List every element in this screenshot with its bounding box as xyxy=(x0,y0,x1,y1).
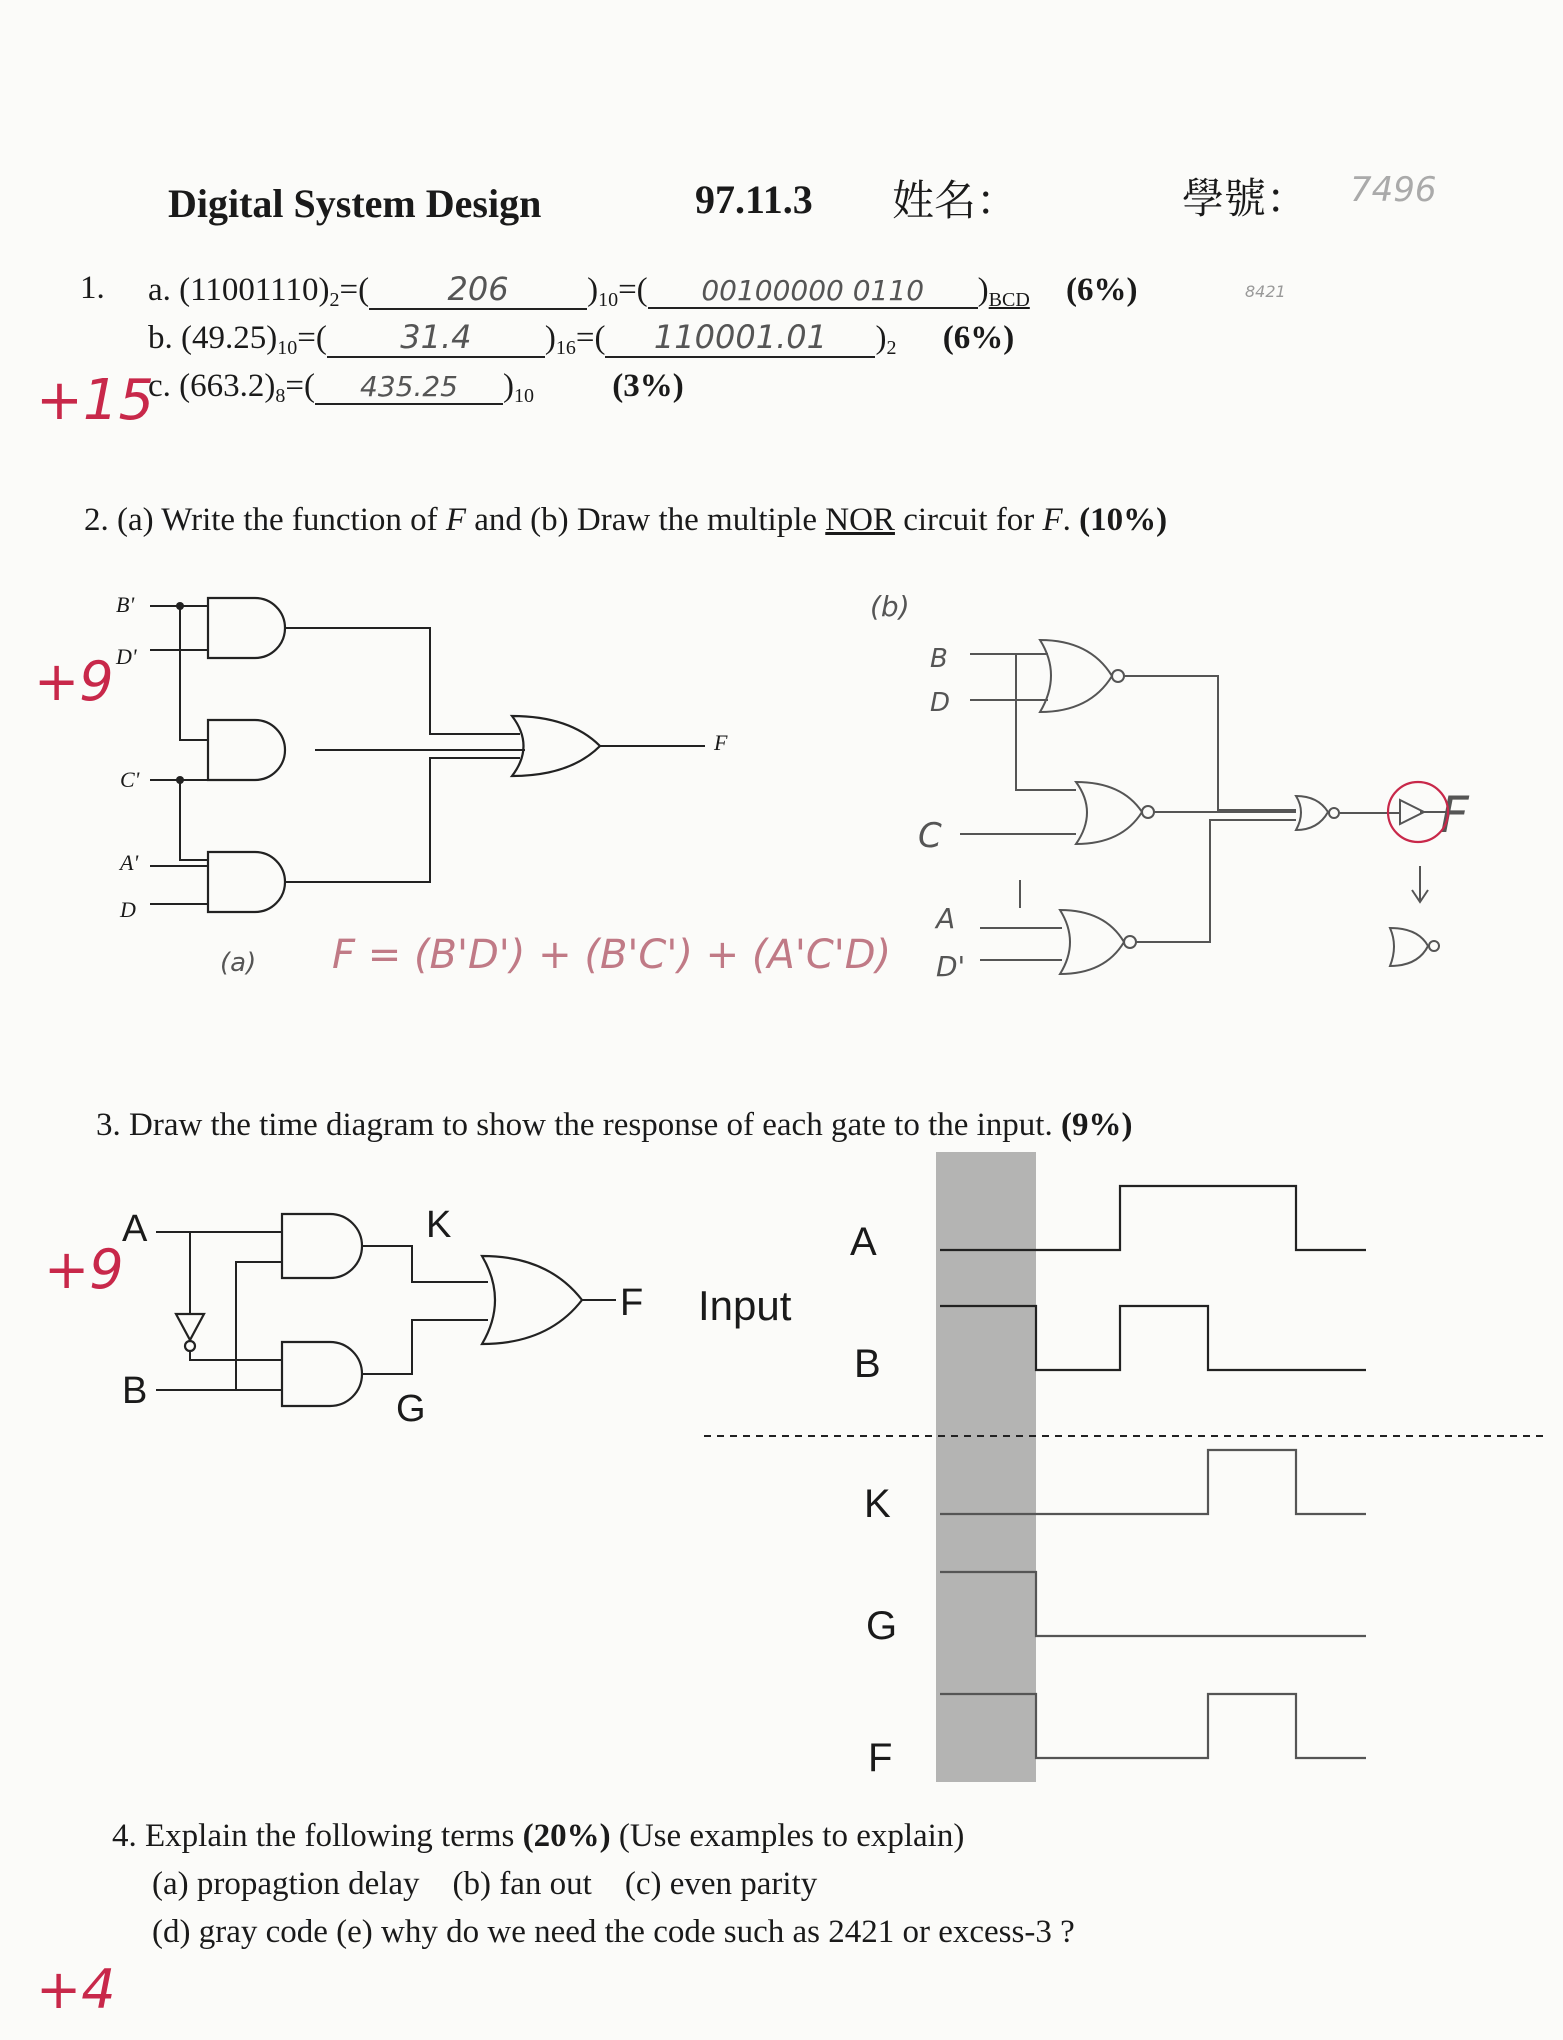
q2-points: (10%) xyxy=(1079,502,1168,538)
exam-date: 97.11.3 xyxy=(695,177,813,222)
q3-inverter xyxy=(176,1314,204,1340)
q1b-points: (6%) xyxy=(942,320,1015,356)
q2b-nor-as-inverter xyxy=(1390,928,1428,966)
q2-input-a-prime: A' xyxy=(120,850,139,875)
q2-var-f2: F xyxy=(1042,502,1063,538)
q3-input-label: Input xyxy=(698,1282,792,1329)
q4-line2: (a) propagtion delay (b) fan out (c) even parity xyxy=(152,1866,818,1902)
q2b-nor-gate-2 xyxy=(1076,782,1142,844)
q1c-base10: 10 xyxy=(514,385,534,407)
q1b-base10: 10 xyxy=(277,337,298,359)
student-id-partial: 7496 xyxy=(1350,170,1437,210)
q1a-points: (6%) xyxy=(1066,272,1138,308)
course-title: Digital System Design xyxy=(168,181,542,226)
name-label: 姓名： xyxy=(892,177,1019,224)
q1b-base16: 16 xyxy=(555,337,576,359)
q2-text-a: 2. (a) Write the function of xyxy=(84,502,446,538)
q1c-base8: 8 xyxy=(275,385,286,407)
q2-input-c-prime: C' xyxy=(120,767,140,792)
q2-var-f: F xyxy=(445,502,467,538)
q1b-answer-hex: 31.4 xyxy=(327,318,545,358)
q1c-points: (3%) xyxy=(612,368,684,404)
q2-prompt: 2. (a) Write the function of F and (b) Draw the multiple NOR circuit for F. (10%) xyxy=(84,502,1168,538)
q2b-input-d-prime: D' xyxy=(936,950,966,983)
q2-and-gate-2 xyxy=(208,720,285,780)
q1a-label: a. (11001110) xyxy=(148,272,330,308)
q4-text2: (Use examples to explain) xyxy=(610,1818,965,1854)
q4-line3: (d) gray code (e) why do we need the code such as 2421 or excess-3 ? xyxy=(152,1914,1075,1950)
q1b-eq: =( xyxy=(297,320,327,356)
q3-circuit xyxy=(156,1214,616,1406)
student-id-label: 學號： xyxy=(1182,175,1309,222)
q2-answer-function: F = (B'D') + (B'C') + (A'C'D) xyxy=(332,932,892,978)
q1a-side-note: 8421 xyxy=(1245,282,1286,301)
q1-number: 1. xyxy=(80,270,105,306)
q2-answer-label: (a) xyxy=(220,948,257,978)
q1b-answer-binary: 110001.01 xyxy=(605,318,875,358)
q3-signal-b-label: B xyxy=(854,1342,881,1386)
q2b-output-f: F xyxy=(1440,786,1469,844)
q2-text-b: and (b) Draw the multiple xyxy=(466,502,826,538)
q3-and-gate-g xyxy=(282,1342,362,1406)
q2-score-mark: +9 xyxy=(34,650,114,713)
q1b-eq2: =( xyxy=(575,320,606,356)
q1c-eq: =( xyxy=(285,368,315,404)
q3-or-gate-f xyxy=(482,1256,582,1344)
q2-input-b-prime: B' xyxy=(116,592,135,617)
q2-nor: NOR xyxy=(825,502,895,538)
q3-points: (9%) xyxy=(1060,1107,1133,1143)
q4-points: (20%) xyxy=(522,1818,611,1854)
q3-circuit-a: A xyxy=(122,1208,148,1250)
q3-shaded-band xyxy=(936,1152,1036,1782)
q2b-nor-gate-4 xyxy=(1296,796,1328,830)
q4-number: 4. xyxy=(112,1818,137,1854)
q3-signal-a-label: A xyxy=(850,1220,877,1264)
q2-input-d-prime: D' xyxy=(116,644,137,669)
q2-and-gate-1 xyxy=(208,598,285,658)
q1-score-mark: +15 xyxy=(36,368,155,433)
q3-circuit-k: K xyxy=(426,1204,452,1246)
q4-score-mark: +4 xyxy=(36,1958,116,2021)
q1-line-a: a. $(11001110)_2=$( 206 )$_{10}=$( 00100000 0110 )$_{BCD}$ (6%) xyxy=(148,270,1138,311)
q1b-label: b. (49.25) xyxy=(148,320,278,356)
q3-text: 3. Draw the time diagram to show the response of each gate to the input. xyxy=(96,1107,1053,1143)
q3-circuit-g: G xyxy=(396,1388,426,1430)
q2b-nor-circuit xyxy=(960,640,1460,974)
q2b-label: (b) xyxy=(870,590,910,623)
q4-text: Explain the following terms xyxy=(145,1818,523,1854)
q2b-input-c: C xyxy=(918,816,942,856)
q2-or-gate xyxy=(512,716,600,776)
q3-signal-f-label: F xyxy=(868,1736,893,1780)
q1a-bcd-label: BCD xyxy=(988,289,1030,311)
q1a-answer-decimal: 206 xyxy=(369,270,587,310)
q3-circuit-f: F xyxy=(620,1282,644,1324)
q3-signal-k-label: K xyxy=(864,1482,891,1526)
q2b-input-d: D xyxy=(930,688,951,718)
q2-and-gate-3 xyxy=(208,852,285,912)
q2b-input-a: A xyxy=(936,902,956,935)
q1-line-b: b. $(49.25)_{10}=$( 31.4 )$_{16}=$( 110001.01 )$_2$ (6%) xyxy=(148,318,1015,359)
q3-and-gate-k xyxy=(282,1214,362,1278)
q2-output-f: F xyxy=(714,730,728,755)
q1a-answer-bcd: 00100000 0110 xyxy=(648,274,978,309)
q1a-eq: =( xyxy=(339,272,370,308)
q1c-label: c. (663.2) xyxy=(148,368,276,404)
q1-line-c: c. $(663.2)_8=$( 435.25 )$_{10}$ (3%) xyxy=(148,368,684,407)
q3-score-mark: +9 xyxy=(44,1238,124,1301)
q1a-eq2: =( xyxy=(618,272,648,308)
q1c-answer-decimal: 435.25 xyxy=(315,370,503,405)
q1a-base10: 10 xyxy=(598,289,619,311)
q2b-nor-gate-3 xyxy=(1060,910,1124,974)
q2-text-c: circuit for xyxy=(894,502,1043,538)
q1a-base2: 2 xyxy=(329,289,340,311)
q2b-nor-gate-1 xyxy=(1040,640,1112,712)
q3-signal-g-label: G xyxy=(866,1604,898,1648)
q3-circuit-b: B xyxy=(122,1370,148,1412)
q1b-base2: 2 xyxy=(886,337,897,359)
q3-timing-diagram xyxy=(704,1152,1548,1782)
q2-circuit xyxy=(150,598,705,912)
q2-input-d: D xyxy=(120,897,136,922)
q2b-input-b: B xyxy=(930,644,948,674)
